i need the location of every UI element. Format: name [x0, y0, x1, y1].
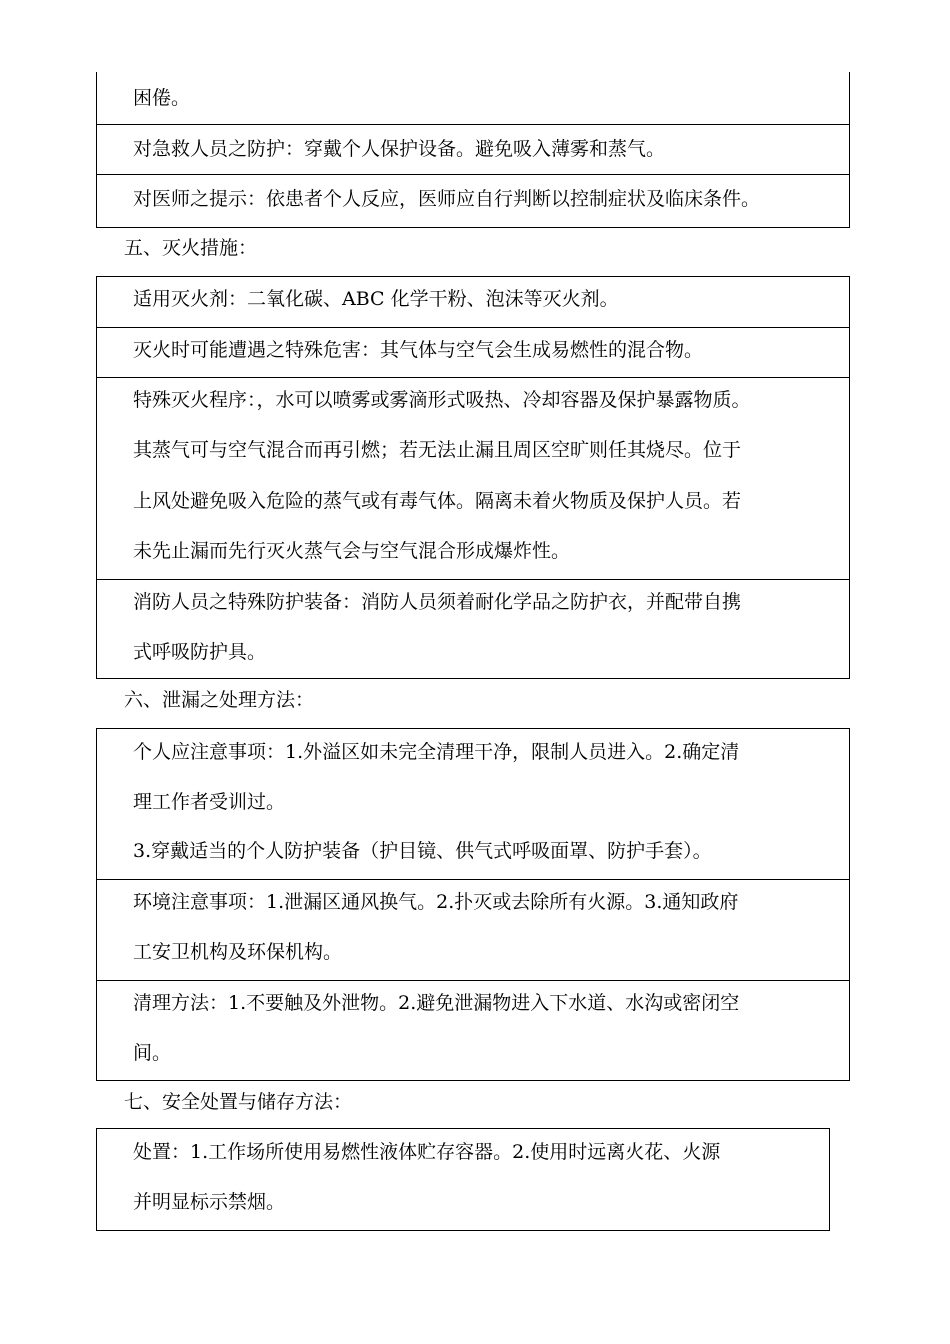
- doctor-note-text: 对医师之提示：依患者个人反应，医师应自行判断以控制症状及临床条件。: [133, 188, 761, 210]
- procedure-line: 特殊灭火程序：，水可以喷雾或雾滴形式吸热、冷却容器及保护暴露物质。: [133, 389, 751, 411]
- environmental-precautions-row: [97, 879, 849, 980]
- extinguishing-agent-text: 适用灭火剂：二氧化碳、ABC 化学干粉、泡沫等灭火剂。: [133, 288, 619, 310]
- personal-precautions-row: [97, 729, 849, 879]
- extinguishing-agent-row: [97, 277, 849, 327]
- rescuer-protection-text: 对急救人员之防护：穿戴个人保护设备。避免吸入薄雾和蒸气。: [133, 138, 666, 160]
- handling-table: [96, 1128, 830, 1231]
- procedure-line: 上风处避免吸入危险的蒸气或有毒气体。隔离未着火物质及保护人员。若: [133, 490, 742, 512]
- first-aid-tail-text: 困倦。: [133, 87, 191, 109]
- cleanup-method-row: [97, 980, 849, 1080]
- special-hazard-text: 灭火时可能遭遇之特殊危害：其气体与空气会生成易燃性的混合物。: [133, 339, 704, 361]
- equipment-line: 式呼吸防护具。: [133, 641, 267, 663]
- first-aid-table: [96, 72, 850, 228]
- cleanup-line: 清理方法：1.不要触及外泄物。2.避免泄漏物进入下水道、水沟或密闭空: [133, 992, 740, 1014]
- doctor-note-row: [97, 174, 849, 227]
- handling-line: 处置：1.工作场所使用易燃性液体贮存容器。2.使用时远离火花、火源: [133, 1141, 721, 1163]
- procedure-line: 其蒸气可与空气混合而再引燃；若无法止漏且周区空旷则任其烧尽。位于: [133, 439, 742, 461]
- procedure-line: 未先止漏而先行灭火蒸气会与空气混合形成爆炸性。: [133, 540, 571, 562]
- personal-line: 3.穿戴适当的个人防护装备（护目镜、供气式呼吸面罩、防护手套）。: [133, 840, 712, 862]
- environment-line: 工安卫机构及环保机构。: [133, 941, 343, 963]
- spill-table: [96, 728, 850, 1081]
- firefighting-table: [96, 276, 850, 679]
- special-hazard-row: [97, 327, 849, 377]
- equipment-line: 消防人员之特殊防护装备：消防人员须着耐化学品之防护衣，并配带自携: [133, 591, 742, 613]
- section-7-heading: 七、安全处置与储存方法：: [124, 1091, 353, 1113]
- section-5-heading: 五、灭火措施：: [124, 237, 258, 259]
- firefighting-procedure-row: [97, 377, 849, 579]
- firefighter-equipment-row: [97, 579, 849, 678]
- personal-line: 个人应注意事项：1.外溢区如未完全清理干净，限制人员进入。2.确定清: [133, 741, 740, 763]
- environment-line: 环境注意事项：1.泄漏区通风换气。2.扑灭或去除所有火源。3.通知政府: [133, 891, 739, 913]
- handling-line: 并明显标示禁烟。: [133, 1191, 286, 1213]
- section-6-heading: 六、泄漏之处理方法：: [124, 689, 315, 711]
- handling-row: [97, 1129, 829, 1230]
- personal-line: 理工作者受训过。: [133, 791, 286, 813]
- cleanup-line: 间。: [133, 1042, 172, 1064]
- rescuer-protection-row: [97, 124, 849, 174]
- first-aid-tail-row: [97, 72, 849, 124]
